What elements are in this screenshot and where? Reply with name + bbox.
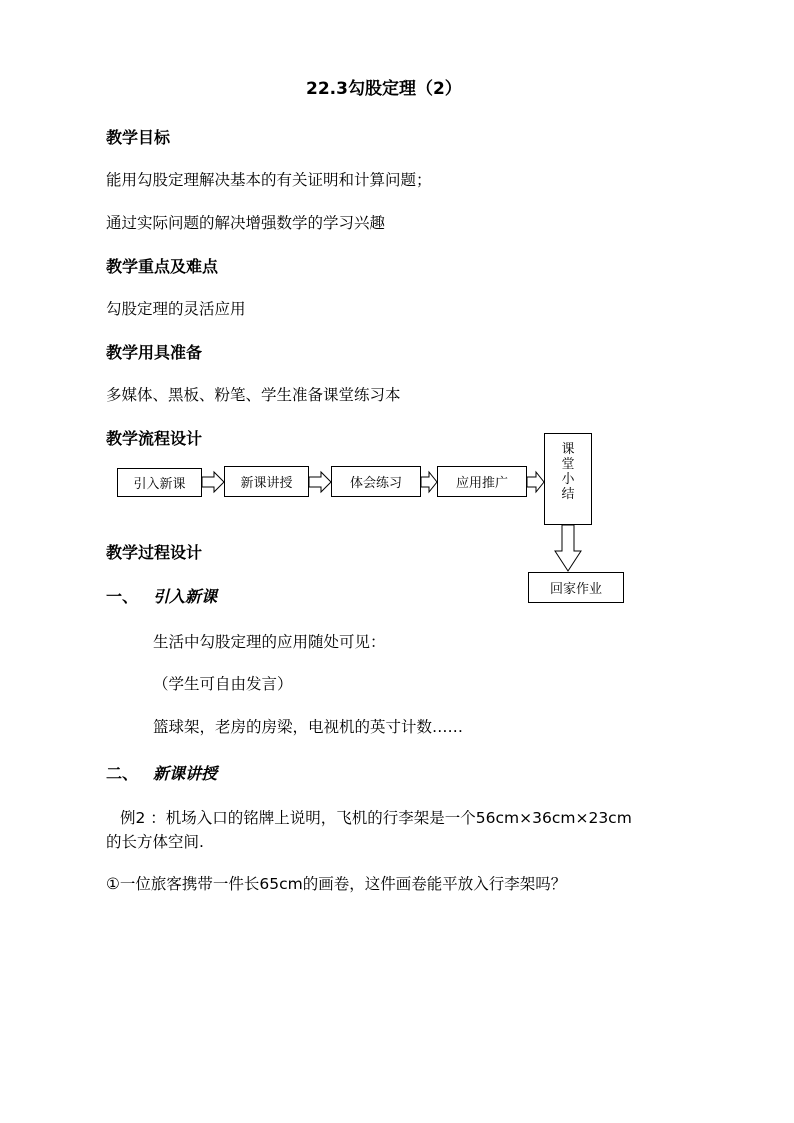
- part1-number: 一、: [106, 587, 139, 606]
- question-1: ①一位旅客携带一件长65cm的画卷，这件画卷能平放入行李架吗？: [106, 875, 567, 893]
- flow-box-summary: [544, 433, 592, 525]
- flow-arrow-4: [527, 472, 544, 492]
- summary-char-4: 结: [561, 487, 575, 502]
- goals-line-1: 能用勾股定理解决基本的有关证明和计算问题；: [106, 171, 432, 189]
- part1-line-2: （学生可自由发言）: [153, 675, 293, 693]
- part2-number: 二、: [106, 764, 139, 783]
- flow-arrow-3: [421, 472, 437, 492]
- part1-heading: 引入新课: [153, 587, 218, 606]
- part2-heading: 新课讲授: [153, 764, 218, 783]
- flow-box-homework: 回家作业: [528, 572, 624, 603]
- flow-box-application: 应用推广: [437, 466, 527, 497]
- tools-line: 多媒体、黑板、粉笔、学生准备课堂练习本: [106, 386, 401, 404]
- page-title: 22.3勾股定理（2）: [306, 79, 462, 99]
- example-line-2: 的长方体空间.: [106, 833, 204, 851]
- keypoints-heading: 教学重点及难点: [106, 257, 219, 276]
- flow-arrow-1: [202, 472, 224, 492]
- tools-heading: 教学用具准备: [106, 343, 203, 362]
- flow-heading: 教学流程设计: [106, 429, 203, 448]
- goals-line-2: 通过实际问题的解决增强数学的学习兴趣: [106, 214, 386, 232]
- keypoints-line: 勾股定理的灵活应用: [106, 300, 246, 318]
- part1-line-3: 篮球架，老房的房梁，电视机的英寸计数……: [153, 718, 464, 736]
- goals-heading: 教学目标: [106, 128, 171, 147]
- flow-box-practice: 体会练习: [331, 466, 421, 497]
- flow-box-lecture: 新课讲授: [224, 466, 309, 497]
- summary-char-2: 堂: [561, 457, 575, 472]
- summary-char-1: 课: [561, 442, 575, 457]
- flow-arrow-down: [555, 525, 581, 571]
- flow-box-intro: 引入新课: [117, 468, 202, 497]
- summary-char-3: 小: [561, 472, 575, 487]
- example-line-1: 例2 ：机场入口的铭牌上说明，飞机的行李架是一个56cm×36cm×23cm: [120, 809, 632, 827]
- flow-arrow-2: [309, 472, 331, 492]
- part1-line-1: 生活中勾股定理的应用随处可见：: [153, 633, 386, 651]
- process-heading: 教学过程设计: [106, 543, 203, 562]
